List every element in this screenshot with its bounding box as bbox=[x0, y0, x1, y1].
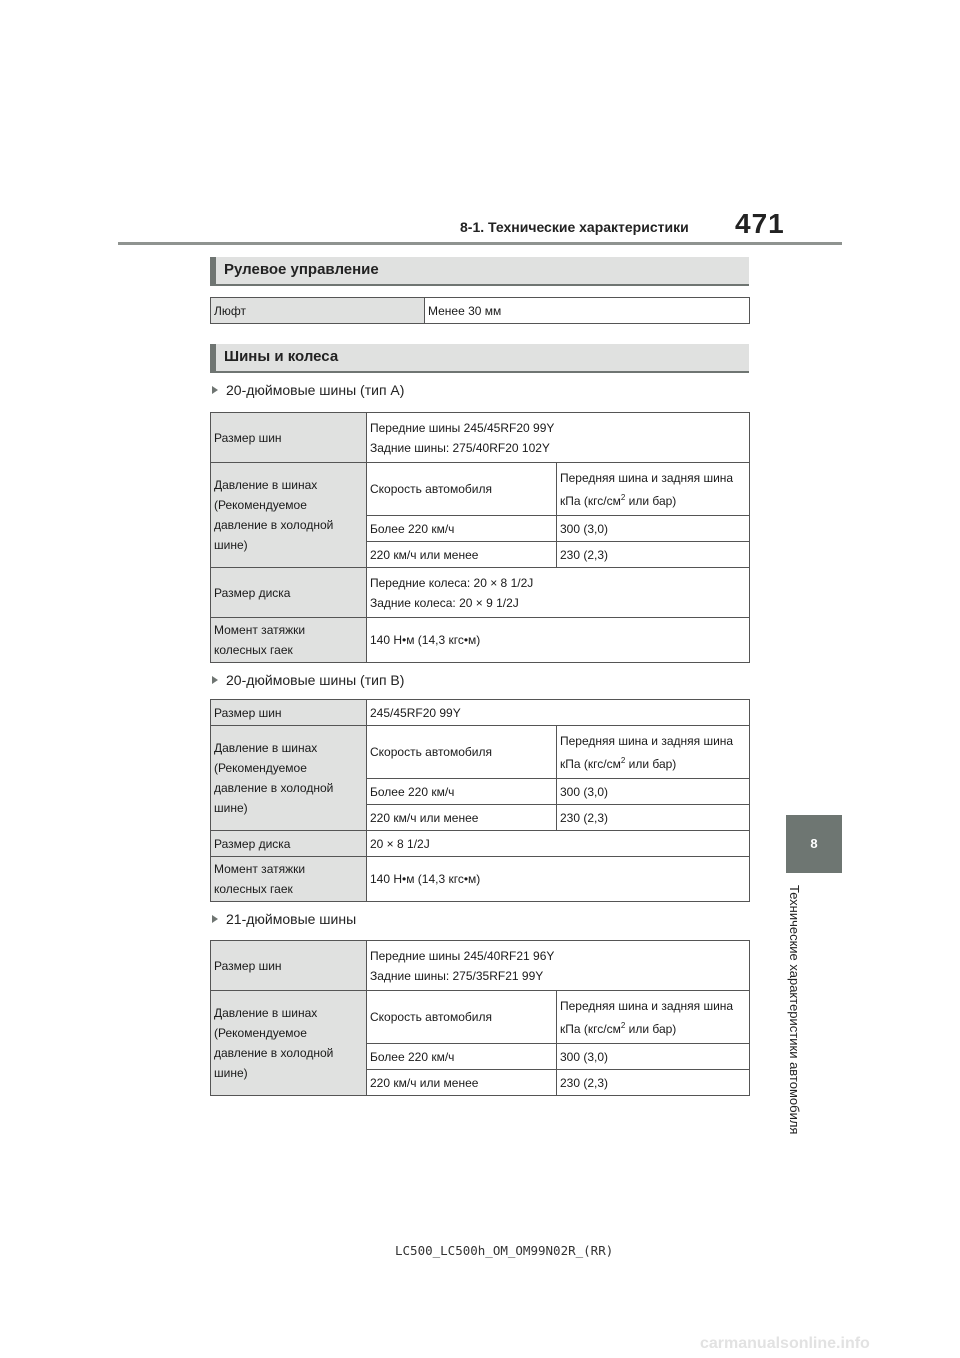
pressure-unit: кПа ($кгс/см^2$ или бар) bbox=[560, 755, 677, 771]
speed-high: Более 220 км/ч bbox=[367, 1044, 557, 1070]
pressure-unit: кПа ($кгс/см^2$ или бар) bbox=[560, 492, 677, 508]
speed-high: Более 220 км/ч bbox=[367, 516, 557, 542]
pressure-label-line: Давление в шинах bbox=[214, 741, 318, 755]
section-tires-title: Шины и колеса bbox=[224, 348, 339, 365]
pressure-high: 300 (3,0) bbox=[557, 779, 750, 805]
page-number: 471 bbox=[735, 208, 785, 239]
pressure-label-line: (Рекомендуемое bbox=[214, 498, 307, 512]
watermark: carmanualsonline.info bbox=[700, 1335, 870, 1352]
triangle-bullet-icon bbox=[212, 915, 218, 923]
pressure-label-line: шине) bbox=[214, 538, 248, 552]
pressure-label bbox=[211, 726, 367, 831]
pressure-label bbox=[211, 991, 367, 1096]
torque-label-line: Момент затяжки bbox=[214, 623, 306, 637]
rim-size-label: Размер диска bbox=[211, 568, 367, 618]
tire-size-label: Размер шин bbox=[211, 700, 367, 726]
tire-size-rear: Задние шины: 275/40RF20 102Y bbox=[370, 440, 550, 455]
type-21-heading-text: 21-дюймовые шины bbox=[226, 911, 357, 927]
tire-size-label: Размер шин bbox=[211, 941, 367, 991]
speed-high: Более 220 км/ч bbox=[367, 779, 557, 805]
pressure-low: 230 (2,3) bbox=[557, 1070, 750, 1096]
steering-play-value: Менее 30 мм bbox=[425, 298, 750, 324]
torque-value: 140 Н•м (14,3 кгс•м) bbox=[367, 857, 750, 902]
rim-size-value: 20 × 8 1/2J bbox=[367, 831, 750, 857]
pressure-high: 300 (3,0) bbox=[557, 516, 750, 542]
tire-size-front: Передние шины 245/45RF20 99Y bbox=[370, 420, 555, 435]
speed-header: Скорость автомобиля bbox=[367, 991, 557, 1044]
torque-label-line: Момент затяжки bbox=[214, 862, 306, 876]
type-a-table bbox=[210, 412, 750, 663]
rim-front: Передние колеса: 20 × 8 1/2J bbox=[370, 575, 534, 590]
pressure-label-line: (Рекомендуемое bbox=[214, 1026, 307, 1040]
section-steering-title: Рулевое управление bbox=[224, 261, 379, 278]
type-a-heading bbox=[212, 382, 404, 398]
pressure-label bbox=[211, 463, 367, 568]
speed-header: Скорость автомобиля bbox=[367, 726, 557, 779]
pressure-label-line: шине) bbox=[214, 801, 248, 815]
speed-low: 220 км/ч или менее bbox=[367, 805, 557, 831]
pressure-header-line: Передняя шина и задняя шина bbox=[560, 470, 734, 485]
speed-header: Скорость автомобиля bbox=[367, 463, 557, 516]
table-row bbox=[211, 991, 750, 1044]
torque-label bbox=[211, 857, 367, 902]
table-row bbox=[211, 298, 750, 324]
pressure-label-line: Давление в шинах bbox=[214, 478, 318, 492]
tire-size-value: 245/45RF20 99Y bbox=[367, 700, 750, 726]
rim-size-label: Размер диска bbox=[211, 831, 367, 857]
type-21-table bbox=[210, 940, 750, 1096]
pressure-unit: кПа ($кгс/см^2$ или бар) bbox=[560, 1020, 677, 1036]
section-steering bbox=[210, 257, 749, 286]
steering-play-label: Люфт bbox=[211, 298, 425, 324]
tire-size-label: Размер шин bbox=[211, 413, 367, 463]
footer-doc-code: LC500_LC500h_OM_OM99N02R_(RR) bbox=[395, 1243, 614, 1258]
type-21-heading bbox=[212, 911, 356, 927]
table-row bbox=[211, 831, 750, 857]
pressure-label-line: давление в холодной bbox=[214, 518, 334, 532]
tire-size-value bbox=[367, 413, 750, 463]
pressure-header bbox=[557, 463, 750, 516]
tire-size-value bbox=[367, 941, 750, 991]
pressure-label-line: (Рекомендуемое bbox=[214, 761, 307, 775]
torque-label-line: колесных гаек bbox=[214, 643, 293, 657]
chapter-tab: 8 bbox=[786, 815, 842, 873]
table-row bbox=[211, 726, 750, 779]
table-row bbox=[211, 618, 750, 663]
pressure-header bbox=[557, 726, 750, 779]
torque-value: 140 Н•м (14,3 кгс•м) bbox=[367, 618, 750, 663]
type-b-table bbox=[210, 699, 750, 902]
pressure-label-line: давление в холодной bbox=[214, 781, 334, 795]
pressure-low: 230 (2,3) bbox=[557, 542, 750, 568]
speed-low: 220 км/ч или менее bbox=[367, 542, 557, 568]
header-section-title: 8-1. Технические характеристики bbox=[460, 219, 689, 235]
pressure-header-line: Передняя шина и задняя шина bbox=[560, 998, 734, 1013]
tire-size-front: Передние шины 245/40RF21 96Y bbox=[370, 948, 555, 963]
table-row bbox=[211, 700, 750, 726]
pressure-header-line: Передняя шина и задняя шина bbox=[560, 733, 734, 748]
type-b-heading bbox=[212, 672, 404, 688]
header-divider bbox=[118, 242, 842, 245]
pressure-label-line: Давление в шинах bbox=[214, 1006, 318, 1020]
rim-rear: Задние колеса: 20 × 9 1/2J bbox=[370, 595, 519, 610]
triangle-bullet-icon bbox=[212, 676, 218, 684]
pressure-label-line: давление в холодной bbox=[214, 1046, 334, 1060]
table-row bbox=[211, 941, 750, 991]
table-row bbox=[211, 568, 750, 618]
pressure-header bbox=[557, 991, 750, 1044]
torque-label-line: колесных гаек bbox=[214, 882, 293, 896]
type-a-heading-text: 20-дюймовые шины (тип A) bbox=[226, 382, 405, 398]
table-row bbox=[211, 463, 750, 516]
tire-size-rear: Задние шины: 275/35RF21 99Y bbox=[370, 968, 544, 983]
steering-table bbox=[210, 297, 750, 324]
pressure-label-line: шине) bbox=[214, 1066, 248, 1080]
table-row bbox=[211, 413, 750, 463]
pressure-low: 230 (2,3) bbox=[557, 805, 750, 831]
section-tires bbox=[210, 344, 749, 373]
torque-label bbox=[211, 618, 367, 663]
speed-low: 220 км/ч или менее bbox=[367, 1070, 557, 1096]
table-row bbox=[211, 857, 750, 902]
type-b-heading-text: 20-дюймовые шины (тип B) bbox=[226, 672, 405, 688]
rim-size-value bbox=[367, 568, 750, 618]
chapter-caption: Технические характеристики автомобиля bbox=[787, 885, 802, 1135]
pressure-high: 300 (3,0) bbox=[557, 1044, 750, 1070]
triangle-bullet-icon bbox=[212, 386, 218, 394]
